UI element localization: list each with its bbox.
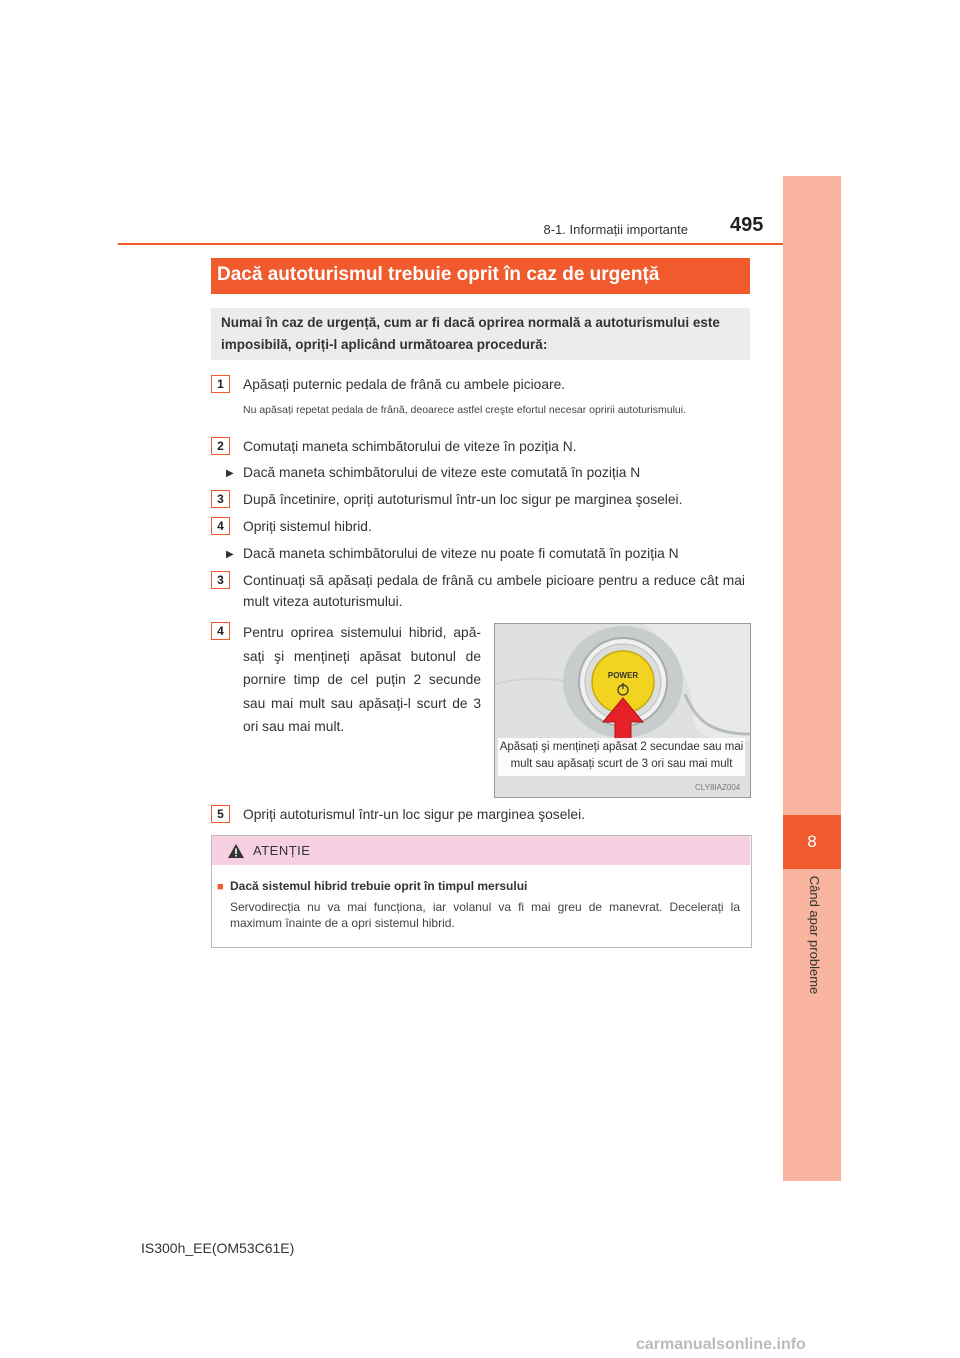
warning-subtitle: Dacă sistemul hibrid trebuie oprit în timpul mersului: [230, 879, 528, 893]
step-badge: 3: [211, 490, 230, 508]
page-title: Dacă autoturismul trebuie oprit în caz de urgență: [217, 264, 660, 285]
power-button-label: POWER: [607, 671, 639, 680]
intro-text: Numai în caz de urgență, cum ar fi dacă oprirea normală a autoturismului este imposibilă, opriți-l aplicând următoarea procedură:: [221, 315, 720, 352]
header-divider: [118, 243, 783, 245]
warning-icon: [227, 843, 245, 859]
chapter-number-tab[interactable]: 8: [783, 815, 841, 869]
watermark[interactable]: carmanualsonline.info: [636, 1336, 806, 1353]
step-text: Pentru oprirea sistemului hibrid, apă-sați şi mențineți apăsat butonul de pornire timp de cel puțin 2 secunde sau mai mult sau apăsați-l scurt de 3 ori sau mai mult.: [243, 625, 481, 734]
triangle-right-icon: ▶: [226, 468, 234, 479]
image-code: CLY8IAZ004: [695, 783, 741, 792]
step-badge: 3: [211, 571, 230, 589]
step-text: Apăsați puternic pedala de frână cu ambele picioare.: [243, 377, 566, 392]
step-note: Nu apăsați repetat pedala de frână, deoarece astfel creşte efortul necesar opririi autoturismului.: [243, 404, 686, 416]
square-bullet-icon: ■: [217, 881, 224, 893]
warning-title: ATENȚIE: [253, 843, 311, 858]
step-text: Opriți autoturismul într-un loc sigur pe marginea şoselei.: [243, 807, 586, 822]
model-code: IS300h_EE(OM53C61E): [141, 1240, 295, 1256]
image-caption: Apăsați şi mențineți apăsat 2 secundae sau mai mult sau apăsați scurt de 3 ori sau mai mult: [499, 741, 744, 770]
condition-text: Dacă maneta schimbătorului de viteze este comutată în poziția N: [243, 465, 641, 480]
step-badge: 4: [211, 622, 230, 640]
page-number: 495: [730, 214, 764, 236]
step-text: Continuați să apăsați pedala de frână cu ambele picioare pentru a reduce cât mai mult viteza autoturismului.: [243, 573, 745, 609]
step-badge: 2: [211, 437, 230, 455]
condition-text: Dacă maneta schimbătorului de viteze nu poate fi comutată în poziția N: [243, 546, 679, 561]
step-badge: 4: [211, 517, 230, 535]
step-text: Opriți sistemul hibrid.: [243, 519, 372, 534]
section-label: 8-1. Informații importante: [543, 222, 688, 237]
chapter-side-tab: [783, 176, 841, 1181]
chapter-title: Când apar probleme: [807, 875, 822, 995]
step-badge: 5: [211, 805, 230, 823]
warning-body: Servodirecția nu va mai funcționa, iar volanul va fi mai greu de manevrat. Decelerați la maximum înainte de a opri sistemul hibrid.: [230, 900, 740, 930]
step-text: După încetinire, opriți autoturismul într-un loc sigur pe marginea şoselei.: [243, 492, 683, 507]
step-badge: 1: [211, 375, 230, 393]
triangle-right-icon: ▶: [226, 549, 234, 560]
step-text: Comutați maneta schimbătorului de viteze în poziția N.: [243, 439, 577, 454]
